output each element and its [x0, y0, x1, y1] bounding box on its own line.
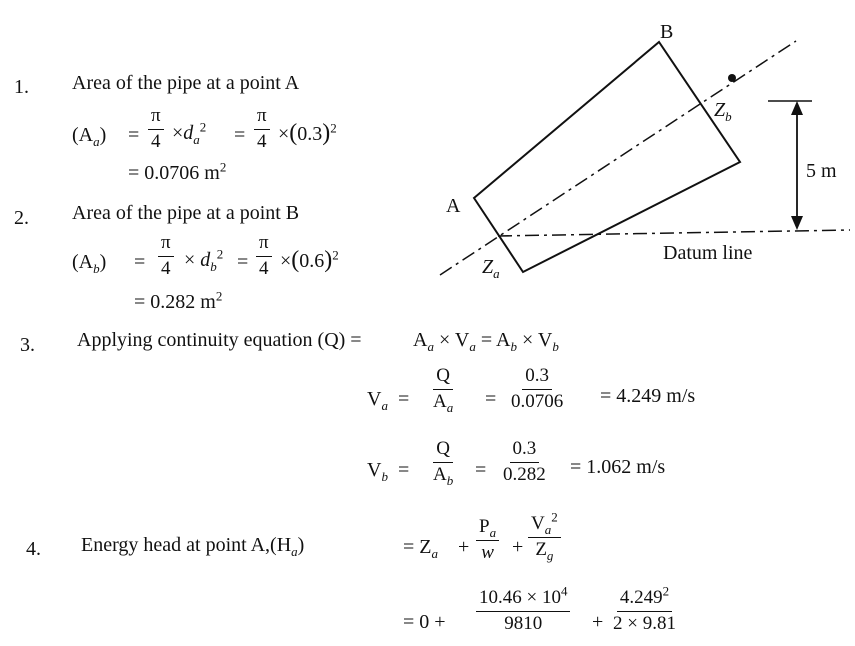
energy-head-za: = $Z_a$ [403, 536, 438, 561]
step-2-heading: Area of the pipe at a point B [72, 202, 300, 224]
pi-over-4-fraction: $\frac{\pi}{4}$ [254, 106, 270, 153]
equals-sign: = [128, 124, 140, 146]
diameter-b-value: $\times(0.6)^2$ [280, 247, 339, 273]
datum-label: Datum line [663, 242, 753, 264]
va-result: = 4.249 m/s [600, 385, 696, 407]
pi-over-4-fraction: $\frac{\pi}{4}$ [158, 233, 174, 280]
point-b-marker [728, 74, 736, 82]
pipe-outline [474, 42, 740, 272]
arrow-up-icon [791, 101, 803, 115]
equals-sign: = [475, 459, 487, 481]
equals-sign: = [237, 251, 249, 273]
continuity-equation: $A_a \times V_a = A_b \times V_b$ [413, 329, 559, 354]
step-1-heading: Area of the pipe at a point A [72, 72, 300, 94]
step-2-number: 2. [14, 207, 29, 229]
q-over-aa-fraction: $\frac{Q}{A_a}$ [433, 365, 454, 415]
velocity-head-fraction: $\frac{V_a^2}{Z_g}$ [528, 514, 561, 561]
pi-over-4-fraction: $\frac{\pi}{4}$ [148, 106, 164, 153]
step-2-area-label: $(A_b)$ [72, 251, 107, 276]
label-za: $Z_a$ [482, 256, 500, 281]
equals-sign: = [398, 459, 410, 481]
label-b: B [660, 21, 674, 43]
equals-sign: = [134, 251, 146, 273]
arrow-down-icon [791, 216, 803, 230]
pi-over-4-fraction: $\frac{\pi}{4}$ [256, 233, 272, 280]
va-label: $V_a$ [367, 388, 388, 413]
step-3-heading: Applying continuity equation (Q) = [77, 329, 362, 351]
equals-sign: = [234, 124, 246, 146]
q-over-ab-fraction: $\frac{Q}{A_b}$ [433, 438, 454, 488]
diameter-a-value: $\times(0.3)^2$ [278, 120, 337, 146]
area-a-result: = 0.0706 $m^2$ [128, 159, 227, 184]
diameter-a-term: $\times d_a^2$ [172, 119, 207, 147]
height-label: 5 m [806, 160, 837, 182]
energy-head-zero: = 0 + [403, 611, 446, 633]
equals-sign: = [398, 388, 410, 410]
vb-result: = 1.062 m/s [570, 456, 666, 478]
step-3-number: 3. [20, 334, 35, 356]
plus-sign: + [592, 611, 604, 633]
step-4-number: 4. [26, 538, 41, 560]
diameter-b-term: × $d_b^2$ [184, 246, 224, 274]
pressure-numeric-fraction: $\frac{10.46 \times 10^4}{9810}$ [476, 588, 570, 635]
step-1-number: 1. [14, 76, 29, 98]
equals-sign: = [485, 388, 497, 410]
vb-label: $V_b$ [367, 459, 388, 484]
plus-sign: + [458, 536, 470, 558]
area-b-result: = 0.282 $m^2$ [134, 288, 223, 313]
step-1-area-label: $(A_a)$ [72, 124, 107, 149]
label-zb: $Z_b$ [714, 99, 732, 124]
pressure-head-fraction: $\frac{P_a}{w}$ [476, 517, 499, 564]
label-a: A [446, 195, 461, 217]
va-numeric-fraction: $\frac{0.3}{0.0706}$ [511, 365, 564, 412]
plus-sign: + [512, 536, 524, 558]
velocity-numeric-fraction: $\frac{4.249^2}{2 \times 9.81}$ [613, 583, 676, 634]
step-4-heading: Energy head at point $A,(H_a)$ [81, 534, 305, 559]
datum-line [498, 230, 850, 236]
vb-numeric-fraction: $\frac{0.3}{0.282}$ [503, 438, 546, 485]
